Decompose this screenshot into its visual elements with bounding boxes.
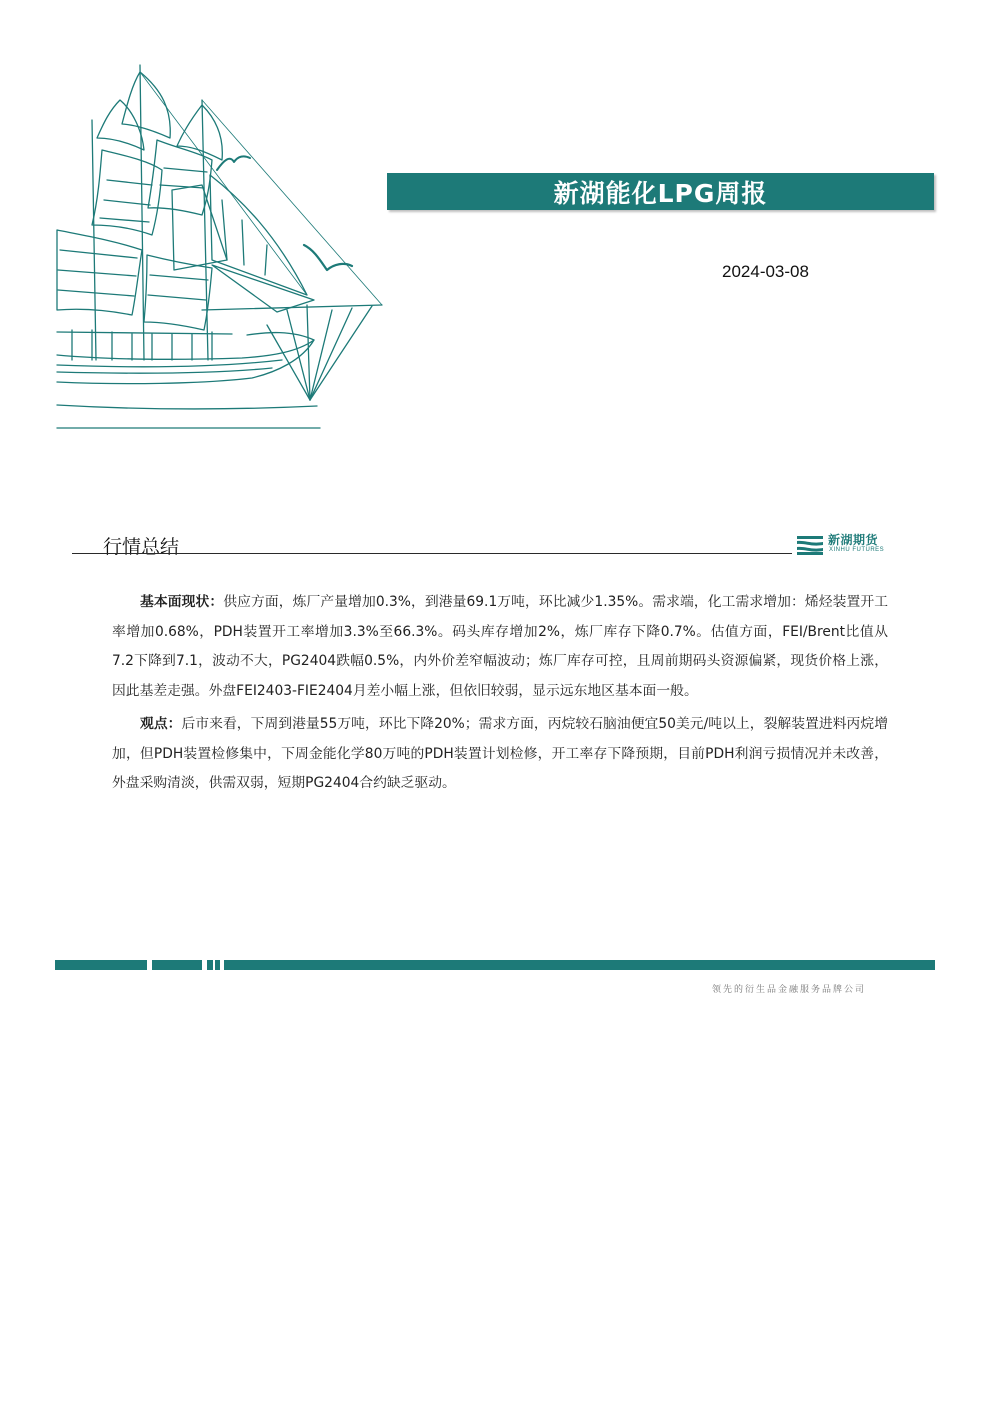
paragraph-outlook [112,710,888,799]
footer-bar-segment [207,960,213,970]
report-title-bar [387,173,934,210]
paragraph-lead: 观点： [140,716,182,732]
seagull-icon [304,245,352,270]
section-divider [72,553,792,554]
paragraph-fundamentals [112,588,888,706]
footer-bar-segment [215,960,220,970]
section-title: 行情总结 [103,536,180,558]
paragraph-text: 后市来看，下周到港量55万吨，环比下降20%；需求方面，丙烷较石脑油便宜50美元/吨以上，裂解装置进料丙烷增加，但PDH装置检修集中，下周金能化学80万吨的PDH装置计划检修，开工率存下降预期，目前PDH利润亏损情况并未改善，外盘采购清淡，供需双弱，短期PG2404合约缺乏驱动。 [112,716,888,791]
logo-name-cn: 新湖期货 [828,533,879,547]
report-date: 2024-03-08 [722,262,809,281]
report-body [112,588,888,803]
footer-slogan: 领先的衍生品金融服务品牌公司 [712,985,867,995]
company-logo [795,530,895,558]
xinhu-logo-icon [795,532,825,556]
ship-illustration [52,60,397,432]
footer-bar-segment [224,960,935,970]
report-title: 新湖能化LPG周报 [553,178,768,208]
footer-bar-segment [55,960,147,970]
footer-bar-segment [152,960,202,970]
footer-divider [55,960,935,970]
logo-name-en: XINHU FUTURES [829,547,885,553]
paragraph-text: 供应方面，炼厂产量增加0.3%，到港量69.1万吨，环比减少1.35%。需求端，化工需求增加：烯烃装置开工率增加0.68%，PDH装置开工率增加3.3%至66.3%。码头库存增加2%，炼厂库存下降0.7%。估值方面，FEI/Brent比值从7.2下降到7.1，波动不大，PG2404跌幅0.5%，内外价差窄幅波动；炼厂库存可控，且周前期码头资源偏紧，现货价格上涨，因此基差走强。外盘FEI2403-FIE2404月差小幅上涨，但依旧较弱，显示远东地区基本面一般。 [112,594,888,699]
paragraph-lead: 基本面现状： [140,594,224,610]
